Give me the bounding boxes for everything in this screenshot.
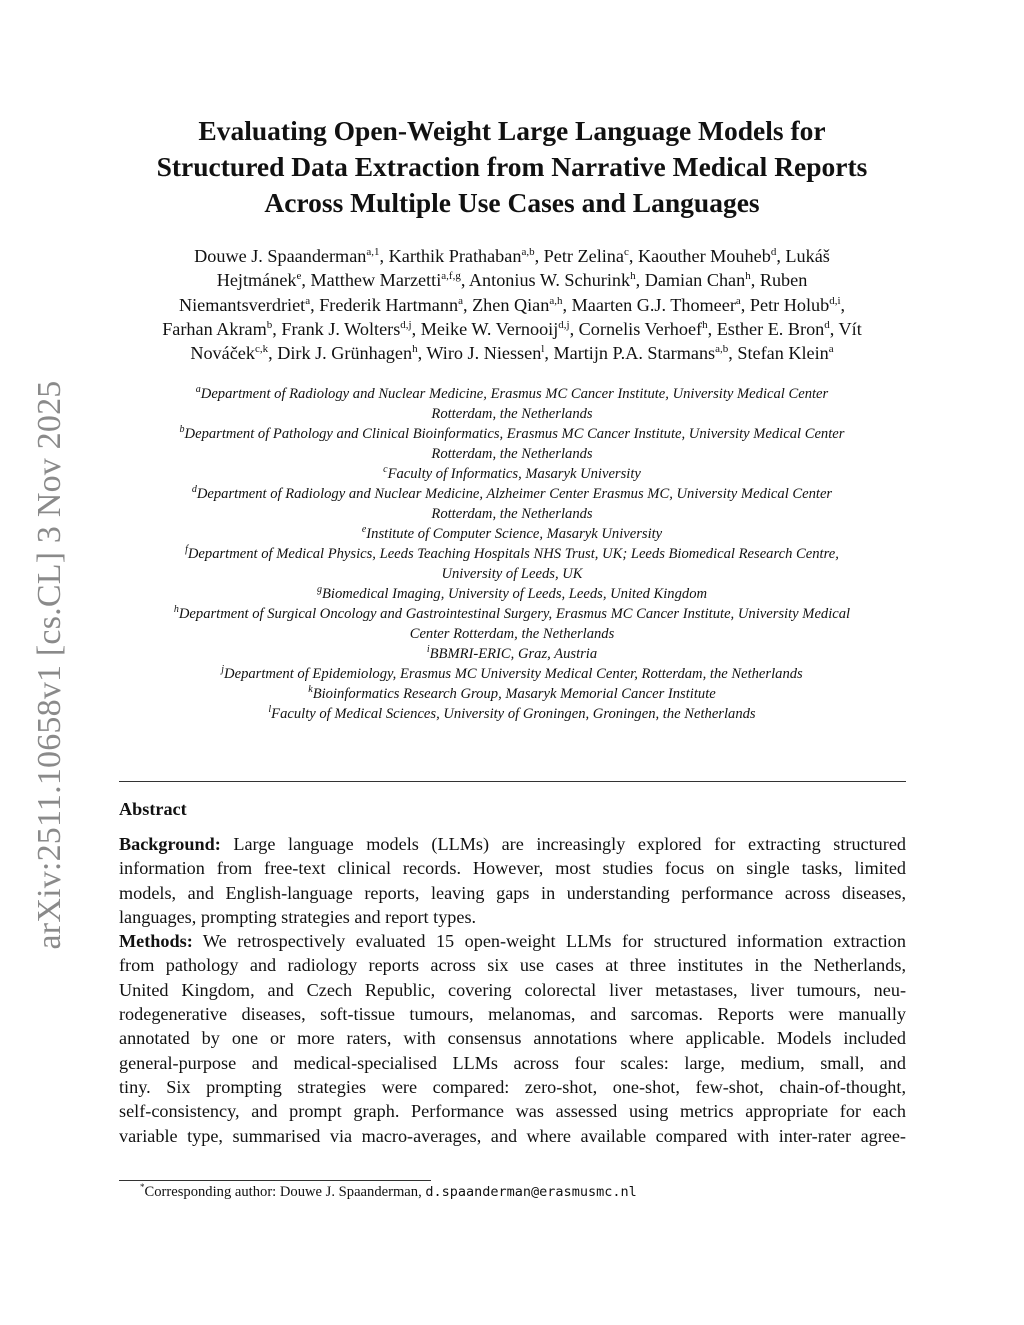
affiliation: $^e$Institute of Computer Science, Masaryk University: [361, 524, 663, 542]
author: Kaouther Mouheb$^d$: [637, 246, 777, 266]
author: Damian Chan$^h$: [644, 270, 751, 291]
methods-label: Methods:: [119, 931, 193, 952]
footnote-divider: [119, 1180, 431, 1181]
affiliation: $^l$Faculty of Medical Sciences, University of Groningen, Groningen, the Netherlands: [268, 704, 756, 722]
author: Cornelis Verhoef$^h$: [578, 318, 708, 339]
title-line: Evaluating Open-Weight Large Language Models for: [198, 115, 826, 146]
author: Matthew Marzetti$^{a,f,g}$: [310, 270, 461, 291]
author: Maarten G.J. Thomeer$^a$: [571, 294, 741, 315]
abstract-heading: Abstract: [119, 799, 187, 819]
corresponding-author-footnote: *Corresponding author: Douwe J. Spaanderman, d.spaanderman@erasmusmc.nl: [140, 1182, 637, 1200]
author: Frank J. Wolters$^{d,j}$: [281, 318, 412, 339]
author: Niemantsverdriet$^a$: [178, 294, 311, 315]
author: Wiro J. Niessen$^l$: [426, 343, 545, 364]
author: Meike W. Vernooij$^{d,j}$: [420, 318, 570, 339]
abstract-body: Background: Large language models (LLMs) are increasingly explored for extracting structured information from free-text clinical records. However, most studies focus on single tasks, limited models, and English-language reports, leaving gaps in understanding performance across diseases, languages, prompting strategies and report types. Methods: We retrospectively evaluated 15 open-weight LLMs for structured information extraction from pathology and radiology reports across six use cases at three institutes in the Netherlands, United Kingdom, and Czech Republic, covering colorectal liver metastases, liver tumours, neu- rodegenerative diseases, soft-tissue tumours, melanomas, and sarcomas. Reports were manually annotated by one or more raters, with consensus annotations where applicable. Models included general-purpose and medical-specialised LLMs across four scales: large, medium, small, and tiny. Six prompting strategies were compared: zero-shot, one-shot, few-shot, chain-of-thought, self-consistency, and prompt graph. Performance was assessed using metrics appropriate for each variable type, summarised via macro-averages, and where available compared with inter-rater agree-: [119, 834, 906, 1146]
author: Zhen Qian$^{a,h}$: [472, 294, 563, 315]
section-divider: [119, 781, 906, 782]
author: Lukáš: [785, 246, 830, 266]
affiliation: $^h$Department of Surgical Oncology and Gastrointestinal Surgery, Erasmus MC Cancer Institute, University Medical: [173, 604, 851, 622]
affiliation: $^f$Department of Medical Physics, Leeds Teaching Hospitals NHS Trust, UK; Leeds Biomedical Research Centre,: [185, 544, 839, 562]
author: Dirk J. Grünhagen$^h$: [277, 343, 418, 364]
author: Karthik Prathaban$^{a,b}$: [388, 246, 535, 266]
author-list: Douwe J. Spaanderman$^{a,1}$, Karthik Prathaban$^{a,b}$, Petr Zelina$^c$, Kaouther Mouheb$^d$, Lukáš Hejtmánek$^e$, Matthew Marzetti$^{a,f,g}$, Antonius W. Schurink$^h$, Damian Chan$^h$, Ruben Niemantsverdriet$^a$, Frederik Hartmann$^a$, Zhen Qian$^{a,h}$, Maarten G.J. Thomeer$^a$, Petr Holub$^{d,i}$, Farhan Akram$^b$, Frank J. Wolters$^{d,j}$, Meike W. Vernooij$^{d,j}$, Cornelis Verhoef$^h$, Esther E. Bron$^d$, Vít Nováček$^{c,k}$, Dirk J. Grünhagen$^h$, Wiro J. Niessen$^l$, Martijn P.A. Starmans$^{a,b}$, Stefan Klein$^a$: [162, 246, 862, 364]
paper-title: [118, 113, 906, 221]
author: Antonius W. Schurink$^h$: [468, 270, 636, 291]
author: Frederik Hartmann$^a$: [319, 294, 463, 315]
author: Esther E. Bron$^d$: [716, 318, 830, 339]
author: Farhan Akram$^b$: [162, 318, 273, 339]
author: Douwe J. Spaanderman$^{a,1}$: [194, 246, 380, 266]
affiliation-list: $^a$Department of Radiology and Nuclear Medicine, Erasmus MC Cancer Institute, University Medical Center Rotterdam, the Netherlands $^b$Department of Pathology and Clinical Bioinformatics, Erasmus MC Cancer Institute, University Medical Center Rotterdam, the Netherlands $^c$Faculty of Informatics, Masaryk University $^d$Department of Radiology and Nuclear Medicine, Alzheimer Center Erasmus MC, University Medical Center Rotterdam, the Netherlands $^e$Institute of Computer Science, Masaryk University $^f$Department of Medical Physics, Leeds Teaching Hospitals NHS Trust, UK; Leeds Biomedical Research Centre, University of Leeds, UK $^g$Biomedical Imaging, University of Leeds, Leeds, United Kingdom $^h$Department of Surgical Oncology and Gastrointestinal Surgery, Erasmus MC Cancer Institute, University Medical Center Rotterdam, the Netherlands $^i$BBMRI-ERIC, Graz, Austria $^j$Department of Epidemiology, Erasmus MC University Medical Center, Rotterdam, the Netherlands $^k$Bioinformatics Research Group, Masaryk Memorial Cancer Institute $^l$Faculty of Medical Sciences, University of Groningen, Groningen, the Netherlands: [108, 384, 916, 724]
affiliation: $^a$Department of Radiology and Nuclear Medicine, Erasmus MC Cancer Institute, University Medical Center: [195, 384, 829, 402]
author: Hejtmánek$^e$: [216, 270, 302, 291]
affiliation: $^d$Department of Radiology and Nuclear Medicine, Alzheimer Center Erasmus MC, University Medical Center: [191, 484, 833, 502]
title-line: Structured Data Extraction from Narrative Medical Reports: [156, 151, 868, 182]
arxiv-identifier: arXiv:2511.10658v1 [cs.CL] 3 Nov 2025: [31, 380, 68, 950]
affiliation: $^j$Department of Epidemiology, Erasmus MC University Medical Center, Rotterdam, the Netherlands: [221, 664, 803, 682]
background-label: Background:: [119, 834, 221, 854]
affiliation: $^k$Bioinformatics Research Group, Masaryk Memorial Cancer Institute: [308, 684, 716, 702]
author-email-link[interactable]: d.spaanderman@erasmusmc.nl: [425, 1184, 637, 1200]
author: Vít: [838, 318, 862, 339]
title-line: Across Multiple Use Cases and Languages: [264, 187, 760, 218]
author: Martijn P.A. Starmans$^{a,b}$: [553, 343, 729, 364]
affiliation: $^c$Faculty of Informatics, Masaryk University: [383, 464, 641, 482]
affiliation: $^g$Biomedical Imaging, University of Leeds, Leeds, United Kingdom: [316, 584, 708, 602]
author: Ruben: [759, 270, 808, 291]
affiliation: $^i$BBMRI-ERIC, Graz, Austria: [426, 644, 598, 662]
author: Petr Zelina$^c$: [543, 246, 629, 266]
author: Nováček$^{c,k}$: [190, 343, 269, 364]
author: Stefan Klein$^a$: [737, 343, 834, 364]
author: Petr Holub$^{d,i}$: [749, 294, 841, 315]
affiliation: $^b$Department of Pathology and Clinical Bioinformatics, Erasmus MC Cancer Institute, University Medical Center: [179, 424, 845, 442]
